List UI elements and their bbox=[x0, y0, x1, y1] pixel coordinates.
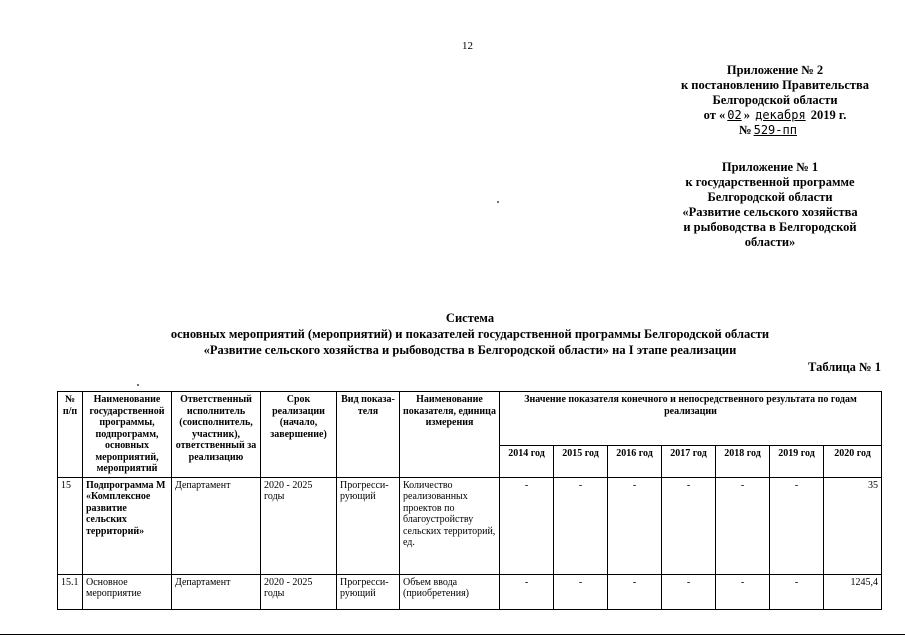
appendix-1-line-3: Белгородской области bbox=[707, 190, 833, 204]
cell-type: Прогресси-рующий bbox=[337, 477, 400, 574]
date-prefix: от « bbox=[703, 108, 726, 122]
header-year: 2020 год bbox=[824, 445, 882, 477]
appendix-1-line-4: «Развитие сельского хозяйства bbox=[682, 205, 858, 219]
header-num: № п/п bbox=[58, 392, 83, 478]
table-label: Таблица № 1 bbox=[808, 360, 881, 374]
title-line-1: Система bbox=[445, 311, 495, 325]
header-name: Наименование государственной программы, подпрограмм, основных мероприятий, мероприятий bbox=[83, 392, 172, 478]
header-year: 2019 год bbox=[770, 445, 824, 477]
date-year: 2019 г. bbox=[810, 108, 847, 122]
appendix-2-block bbox=[655, 63, 895, 138]
appendix-2-date-line bbox=[655, 108, 895, 123]
number-prefix: № bbox=[739, 123, 752, 137]
cell-name: Основное мероприятие bbox=[83, 574, 172, 609]
header-year: 2016 год bbox=[608, 445, 662, 477]
scan-bottom-edge bbox=[0, 634, 905, 635]
cell-value: - bbox=[608, 477, 662, 574]
header-executor: Ответственный исполнитель (соисполнитель, участник), ответственный за реализацию bbox=[172, 392, 261, 478]
cell-executor: Департамент bbox=[172, 477, 261, 574]
appendix-1-line-5: и рыбоводства в Белгородской bbox=[683, 220, 857, 234]
scan-speck bbox=[497, 201, 499, 203]
date-month: декабря bbox=[755, 108, 806, 122]
cell-value: 35 bbox=[824, 477, 882, 574]
page-number: 12 bbox=[462, 40, 473, 52]
header-indicator: Наименование показателя, единица измерения bbox=[400, 392, 500, 478]
title-line-2: основных мероприятий (мероприятий) и показателей государственной программы Белгородской области bbox=[170, 327, 770, 341]
cell-value: - bbox=[662, 477, 716, 574]
date-mid: » bbox=[743, 108, 750, 122]
header-year: 2017 год bbox=[662, 445, 716, 477]
cell-value: - bbox=[716, 477, 770, 574]
date-day: 02 bbox=[727, 108, 742, 122]
cell-indicator: Объем ввода (приобретения) bbox=[400, 574, 500, 609]
cell-value: - bbox=[770, 477, 824, 574]
cell-term: 2020 - 2025 годы bbox=[261, 574, 337, 609]
appendix-1-line-2: к государственной программе bbox=[685, 175, 855, 189]
cell-type: Прогресси-рующий bbox=[337, 574, 400, 609]
title-line-3: «Развитие сельского хозяйства и рыбоводства в Белгородской области» на I этапе реализации bbox=[203, 343, 737, 357]
cell-value: - bbox=[500, 574, 554, 609]
table-row bbox=[58, 477, 882, 574]
header-term: Срок реализации (начало, завершение) bbox=[261, 392, 337, 478]
document-title bbox=[60, 310, 880, 358]
appendix-1-block bbox=[650, 160, 890, 250]
cell-value: - bbox=[608, 574, 662, 609]
header-type: Вид показа-теля bbox=[337, 392, 400, 478]
header-year: 2018 год bbox=[716, 445, 770, 477]
appendix-2-line-2: к постановлению Правительства bbox=[680, 78, 870, 92]
appendix-2-number-line bbox=[655, 123, 895, 138]
cell-indicator: Количество реализованных проектов по благоустройству сельских территорий, ед. bbox=[400, 477, 500, 574]
cell-num: 15.1 bbox=[58, 574, 83, 609]
cell-value: - bbox=[554, 477, 608, 574]
cell-term: 2020 - 2025 годы bbox=[261, 477, 337, 574]
header-year: 2014 год bbox=[500, 445, 554, 477]
cell-value: - bbox=[662, 574, 716, 609]
cell-value: - bbox=[716, 574, 770, 609]
cell-value: 1245,4 bbox=[824, 574, 882, 609]
indicators-table bbox=[57, 391, 882, 610]
decree-number: 529-пп bbox=[753, 123, 797, 137]
cell-name: Подпрограмма М «Комплексное развитие сельских территорий» bbox=[83, 477, 172, 574]
cell-value: - bbox=[770, 574, 824, 609]
cell-executor: Департамент bbox=[172, 574, 261, 609]
appendix-2-line-1: Приложение № 2 bbox=[726, 63, 824, 77]
cell-value: - bbox=[554, 574, 608, 609]
cell-value: - bbox=[500, 477, 554, 574]
cell-num: 15 bbox=[58, 477, 83, 574]
appendix-1-line-1: Приложение № 1 bbox=[721, 160, 819, 174]
appendix-2-line-3: Белгородской области bbox=[712, 93, 838, 107]
header-values-group: Значение показателя конечного и непосредственного результата по годам реализации bbox=[500, 392, 882, 446]
appendix-1-line-6: области» bbox=[744, 235, 796, 249]
table-row bbox=[58, 574, 882, 609]
scan-speck bbox=[137, 384, 139, 386]
header-year: 2015 год bbox=[554, 445, 608, 477]
